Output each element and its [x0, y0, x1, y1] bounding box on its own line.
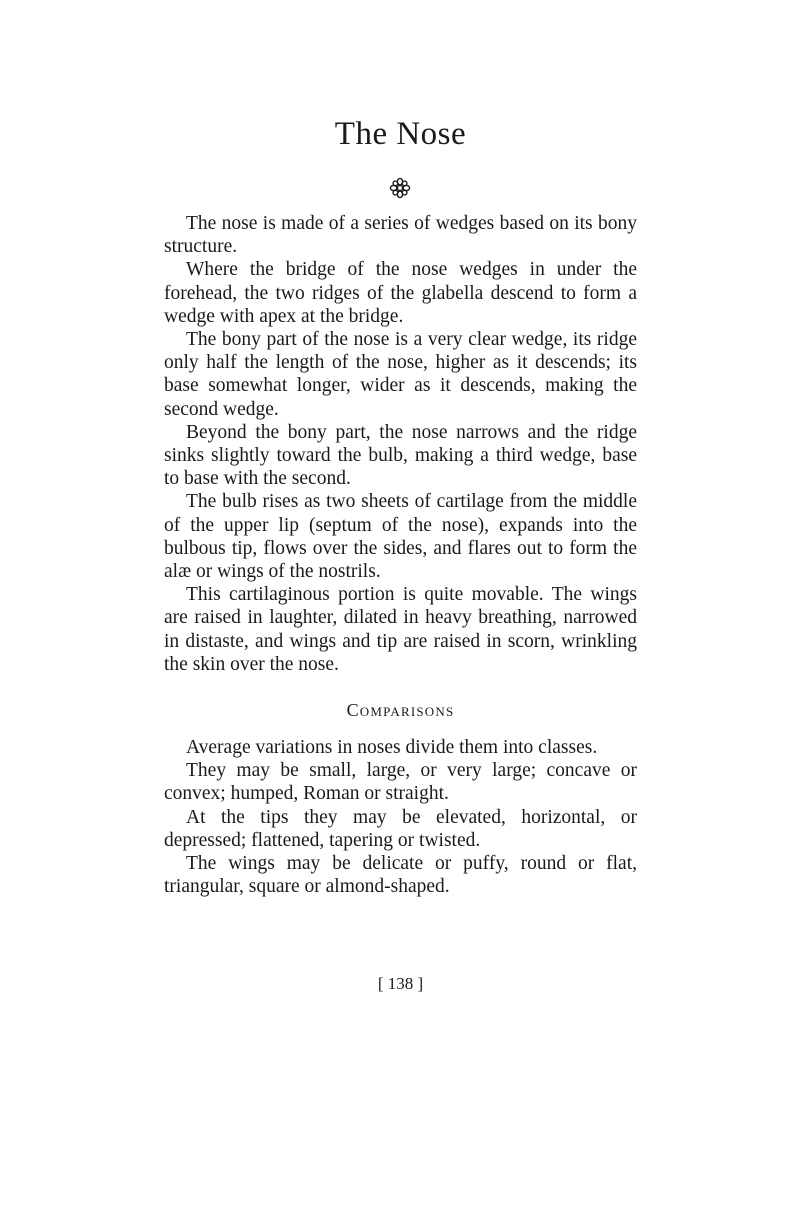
flower-ornament-icon — [389, 177, 411, 199]
chapter-title: The Nose — [334, 116, 467, 152]
paragraph: They may be small, large, or very large; concave or convex; humped, Roman or straight. — [164, 760, 637, 805]
paragraph: Beyond the bony part, the nose narrows and the ridge sinks slightly toward the bulb, making a third wedge, base to base with the second. — [164, 421, 637, 490]
page-number: [ 138 ] — [377, 974, 424, 993]
paragraph: The nose is made of a series of wedges based on its bony structure. — [164, 213, 637, 258]
paragraph: The bulb rises as two sheets of cartilage from the middle of the upper lip (septum of the nose), expands into the bulbous tip, flows over the sides, and flares out to form the alæ or wings of the nostrils. — [164, 491, 637, 583]
paragraph: Where the bridge of the nose wedges in under the forehead, the two ridges of the glabella descend to form a wedge with apex at the bridge. — [164, 259, 637, 327]
paragraph: The wings may be delicate or puffy, round or flat, triangular, square or almond-shaped. — [164, 853, 637, 898]
paragraph: The bony part of the nose is a very clear wedge, its ridge only half the length of the nose, higher as it descends; its base somewhat longer, wider as it descends, making the second wedge. — [164, 329, 637, 420]
paragraph: At the tips they may be elevated, horizontal, or depressed; flattened, tapering or twisted. — [164, 806, 637, 851]
paragraph: Average variations in noses divide them into classes. — [186, 737, 598, 759]
paragraph: This cartilaginous portion is quite movable. The wings are raised in laughter, dilated in heavy breathing, narrowed in distaste, and wings and tip are raised in scorn, wrinkling the skin over the nose. — [164, 584, 637, 675]
section-heading: Comparisons — [346, 700, 455, 721]
page-body — [164, 212, 637, 898]
